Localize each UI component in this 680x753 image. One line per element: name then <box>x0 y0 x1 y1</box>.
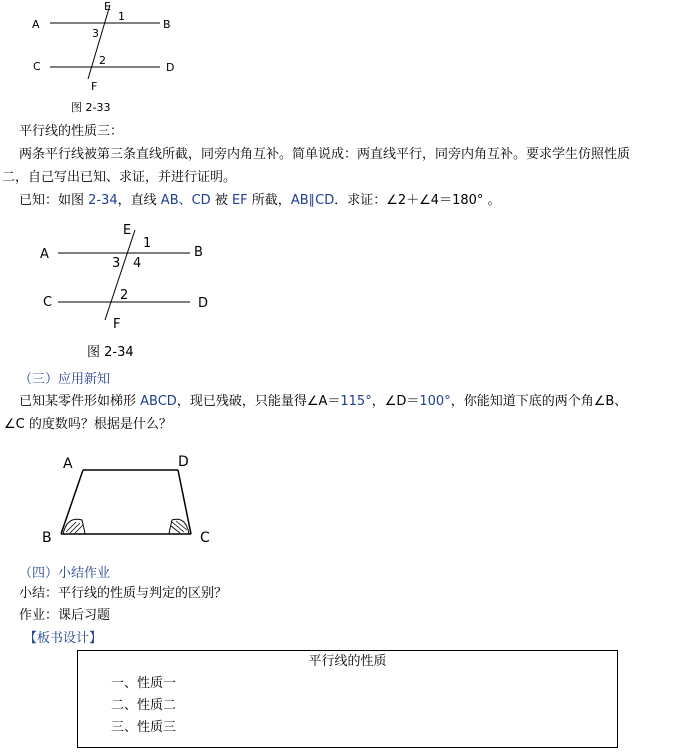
section3-question-line1 <box>19 392 627 412</box>
q1-angle-d: 100° <box>419 394 451 409</box>
given-prefix: 已知：如图 <box>19 193 89 208</box>
given-prove: ．求证：∠2＋∠4＝180° <box>334 193 484 208</box>
board-item-1: 一、性质一 <box>111 676 177 691</box>
property3-title: 平行线的性质三： <box>19 124 124 139</box>
q1-part-a: 已知某零件形如梯形 <box>19 394 141 409</box>
angle-3-label: 3 <box>92 27 99 40</box>
property3-line2: 二，自己写出已知、求证，并进行证明。 <box>2 170 237 185</box>
given-end: 。 <box>483 193 501 208</box>
figure-2-34-diagram <box>30 220 230 365</box>
angle-3-label: 3 <box>112 256 121 271</box>
label-F: F <box>91 80 98 93</box>
trapezoid-figure <box>30 448 220 548</box>
label-C: C <box>43 295 53 310</box>
q1-angle-a: 115° <box>340 394 372 409</box>
label-F: F <box>113 317 121 332</box>
q1-part-e: ，你能知道下底的两个角∠B、 <box>450 394 628 409</box>
angle-2-label: 2 <box>120 288 129 303</box>
board-design-box <box>77 650 618 748</box>
section4-heading: （四）小结作业 <box>19 566 111 581</box>
figure-2-34 <box>30 220 230 365</box>
label-D: D <box>166 61 175 74</box>
figure-caption: 图 2-33 <box>71 101 111 114</box>
q1-trapezoid: ABCD <box>140 394 177 409</box>
given-lines: AB、CD <box>160 193 211 208</box>
given-mid2: 被 <box>210 193 232 208</box>
label-E: E <box>104 0 111 13</box>
figure-2-33-diagram <box>28 0 188 118</box>
q2-angle-c: ∠C <box>4 417 25 432</box>
q1-part-c: ，现已残破，只能量得∠A＝ <box>176 394 341 409</box>
board-item-3: 三、性质三 <box>111 720 177 735</box>
board-title: 平行线的性质 <box>308 654 387 669</box>
given-parallel: AB∥CD <box>290 193 335 208</box>
label-B: B <box>194 245 203 260</box>
given-mid3: 所截， <box>247 193 291 208</box>
label-B: B <box>42 530 52 546</box>
angle-2-label: 2 <box>99 54 106 67</box>
label-A: A <box>63 456 73 472</box>
angle-1-label: 1 <box>118 10 125 23</box>
label-D: D <box>198 296 209 311</box>
property3-line1: 两条平行线被第三条直线所截，同旁内角互补。简单说成：两直线平行，同旁内角互补。要求学生仿照性质 <box>19 147 631 162</box>
label-A: A <box>40 247 49 262</box>
board-heading: 【板书设计】 <box>24 631 103 646</box>
angle-4-label: 4 <box>133 256 142 271</box>
homework-text: 作业：课后习题 <box>19 608 111 623</box>
label-D: D <box>178 454 189 470</box>
figure-2-33 <box>28 0 188 118</box>
label-C: C <box>200 530 210 546</box>
given-ef: EF <box>231 193 248 208</box>
figure-caption: 图 2-34 <box>87 345 134 360</box>
label-C: C <box>33 60 41 73</box>
q1-part-d: ，∠D＝ <box>371 394 420 409</box>
label-A: A <box>32 18 40 31</box>
summary-text: 小结：平行线的性质与判定的区别？ <box>19 586 228 601</box>
trapezoid-diagram <box>30 448 220 548</box>
angle-1-label: 1 <box>143 236 152 251</box>
q2-rest: 的度数吗？根据是什么？ <box>24 417 172 432</box>
board-item-2: 二、性质二 <box>111 698 177 713</box>
label-E: E <box>123 223 132 238</box>
given-statement <box>19 191 501 211</box>
section3-heading: （三）应用新知 <box>19 372 111 387</box>
given-mid1: ，直线 <box>117 193 161 208</box>
section3-question-line2 <box>4 415 172 435</box>
label-B: B <box>163 18 171 31</box>
given-figure-ref: 2-34 <box>88 193 118 208</box>
